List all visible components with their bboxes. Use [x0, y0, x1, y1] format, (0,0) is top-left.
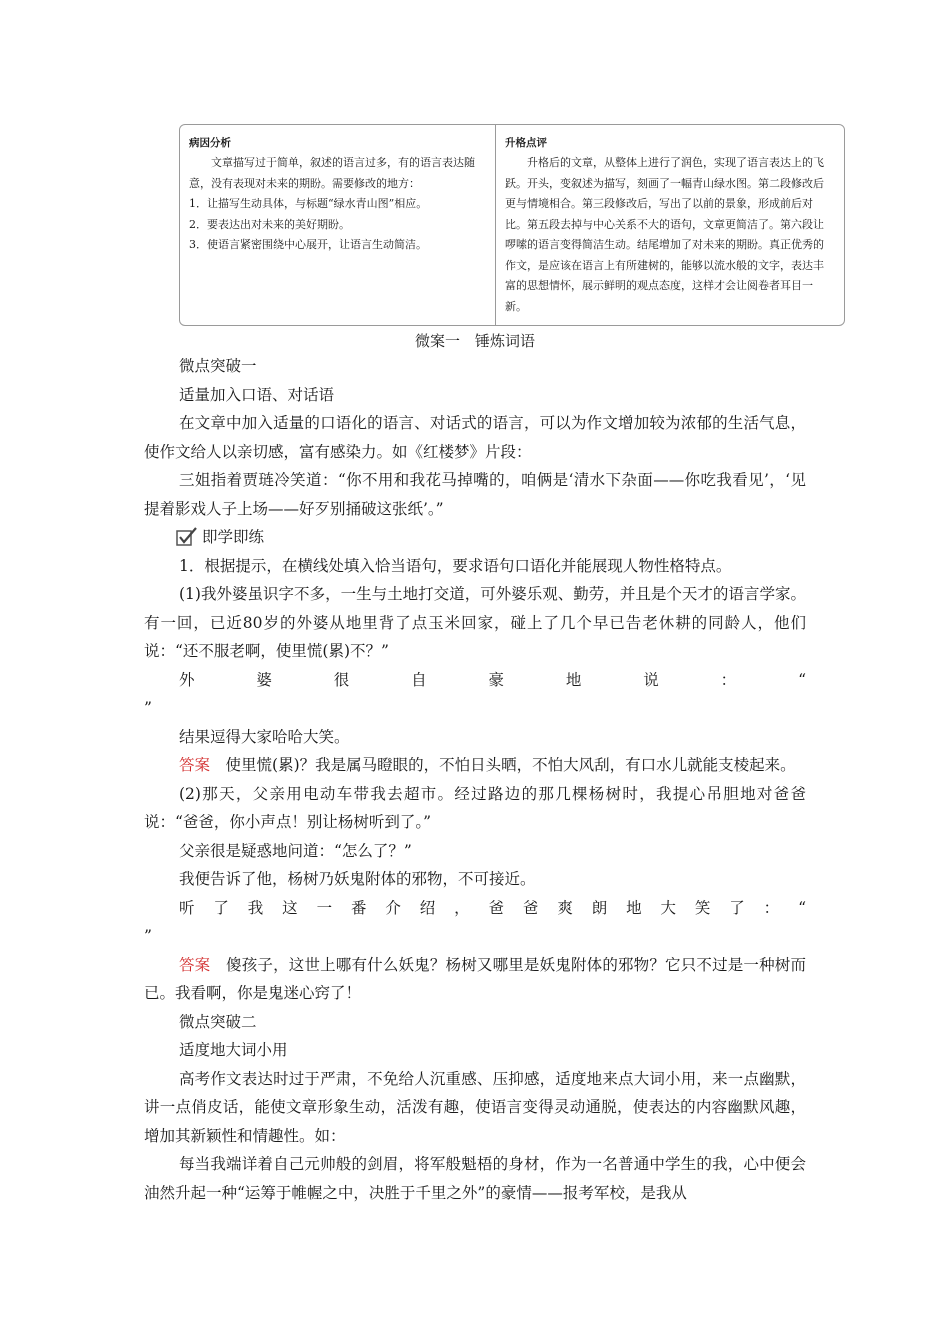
- blank-close-1: ”: [144, 699, 152, 717]
- story-line: 父亲很是疑惑地问道：“怎么了？”: [179, 841, 412, 860]
- review-heading: 升格点评: [505, 137, 547, 149]
- question-1: 1．根据提示，在横线处填入恰当语句，要求语句口语化并能展现人物性格特点。: [179, 556, 732, 575]
- diagnosis-item: 2．要表达出对未来的美好期盼。: [189, 217, 350, 231]
- answer-label: 答案: [179, 756, 211, 774]
- blank-close-2: ”: [144, 927, 152, 945]
- answer-1-1: [144, 751, 806, 780]
- diagnosis-column: [180, 125, 496, 325]
- section-title: 微案一 锤炼词语: [414, 332, 535, 350]
- review-text: 升格后的文章，从整体上进行了润色，实现了语言表达上的飞跃。开头，变叙述为描写，刻画了一幅青山绿水图。第二段修改后更与情境相合。第三段修改后，写出了以前的景象，形成前后对比。第五段去掉与中心关系不大的语句，文章更简洁了。第六段让啰嗦的语言变得简洁生动。结尾增加了对未来的期盼。真正优秀的作文，是应该在语言上有所建树的，能够以流水般的文字，表达丰富的思想情怀，展示鲜明的观点态度，这样才会让阅卷者耳目一新。: [505, 156, 824, 313]
- review-column: [496, 125, 844, 325]
- paragraph: 每当我端详着自己元帅般的剑眉，将军般魁梧的身材，作为一名普通中学生的我，心中便会油然升起一种“运筹于帷幄之中，决胜于千里之外”的豪情——报考军校，是我从: [144, 1155, 806, 1202]
- diagnosis-text: 文章描写过于简单，叙述的语言过多，有的语言表达随意，没有表现对未来的期盼。需要修改的地方：: [189, 156, 475, 190]
- answer-text: 傻孩子，这世上哪有什么妖鬼？杨树又哪里是妖鬼附体的邪物？它只不过是一种树而已。我看啊，你是鬼迷心窍了！: [144, 955, 806, 1002]
- question-1-2: (2)那天，父亲用电动车带我去超市。经过路边的那几棵杨树时，我提心吊胆地对爸爸说：“爸爸，你小声点！别让杨树听到了。”: [144, 784, 806, 831]
- point-subtitle-2: 适度地大词小用: [179, 1041, 288, 1059]
- paragraph: 在文章中加入适量的口语化的语言、对话式的语言，可以为作文增加较为浓郁的生活气息，使作文给人以亲切感，富有感染力。如《红楼梦》片段：: [144, 414, 806, 461]
- after-text: 结果逗得大家哈哈大笑。: [179, 727, 350, 746]
- comparison-table: [179, 124, 845, 326]
- story-line: 我便告诉了他，杨树乃妖鬼附体的邪物，不可接近。: [179, 870, 536, 888]
- answer-label: 答案: [179, 955, 211, 974]
- blank-line-2: 听了我这一番介绍，爸爸爽朗地大笑了：“: [179, 898, 806, 917]
- diagnosis-item: 3．使语言紧密围绕中心展开，让语言生动简洁。: [189, 238, 427, 251]
- answer-text: 使里慌(累)？我是属马瞪眼的，不怕日头晒，不怕大风刮，有口水儿就能支棱起来。: [225, 756, 796, 774]
- paragraph: 高考作文表达时过于严肃，不免给人沉重感、压抑感，适度地来点大词小用，来一点幽默，讲一点俏皮话，能使文章形象生动，活泼有趣，使语言变得灵动通脱，使表达的内容幽默风趣，增加其新颖性和情趣性。如：: [144, 1069, 806, 1145]
- main-content: [144, 352, 806, 1207]
- answer-1-2: [144, 951, 806, 1008]
- diagnosis-heading: 病因分析: [189, 137, 231, 149]
- point-title-1: 微点突破一: [179, 357, 257, 375]
- checkbox-icon: [176, 527, 198, 547]
- diagnosis-item: 1．让描写生动具体，与标题“绿水青山图”相应。: [189, 197, 428, 210]
- practice-label: 即学即练: [202, 528, 265, 546]
- question-1-1: (1)我外婆虽识字不多，一生与土地打交道，可外婆乐观、勤劳，并且是个天才的语言学家。有一回，已近80岁的外婆从地里背了点玉米回家，碰上了几个早已告老休耕的同龄人，他们说：“还不服老啊，使里慌(累)不？”: [144, 585, 806, 660]
- practice-heading: [144, 523, 806, 552]
- point-subtitle-1: 适量加入口语、对话语: [179, 385, 335, 404]
- point-title-2: 微点突破二: [179, 1012, 257, 1031]
- quote-paragraph: 三姐指着贾琏冷笑道：“你不用和我花马掉嘴的，咱俩是‘清水下杂面——你吃我看见’，‘见提着影戏人子上场——好歹别捅破这张纸’。”: [144, 471, 806, 518]
- blank-line-1: 外婆很自豪地说：“: [179, 670, 806, 689]
